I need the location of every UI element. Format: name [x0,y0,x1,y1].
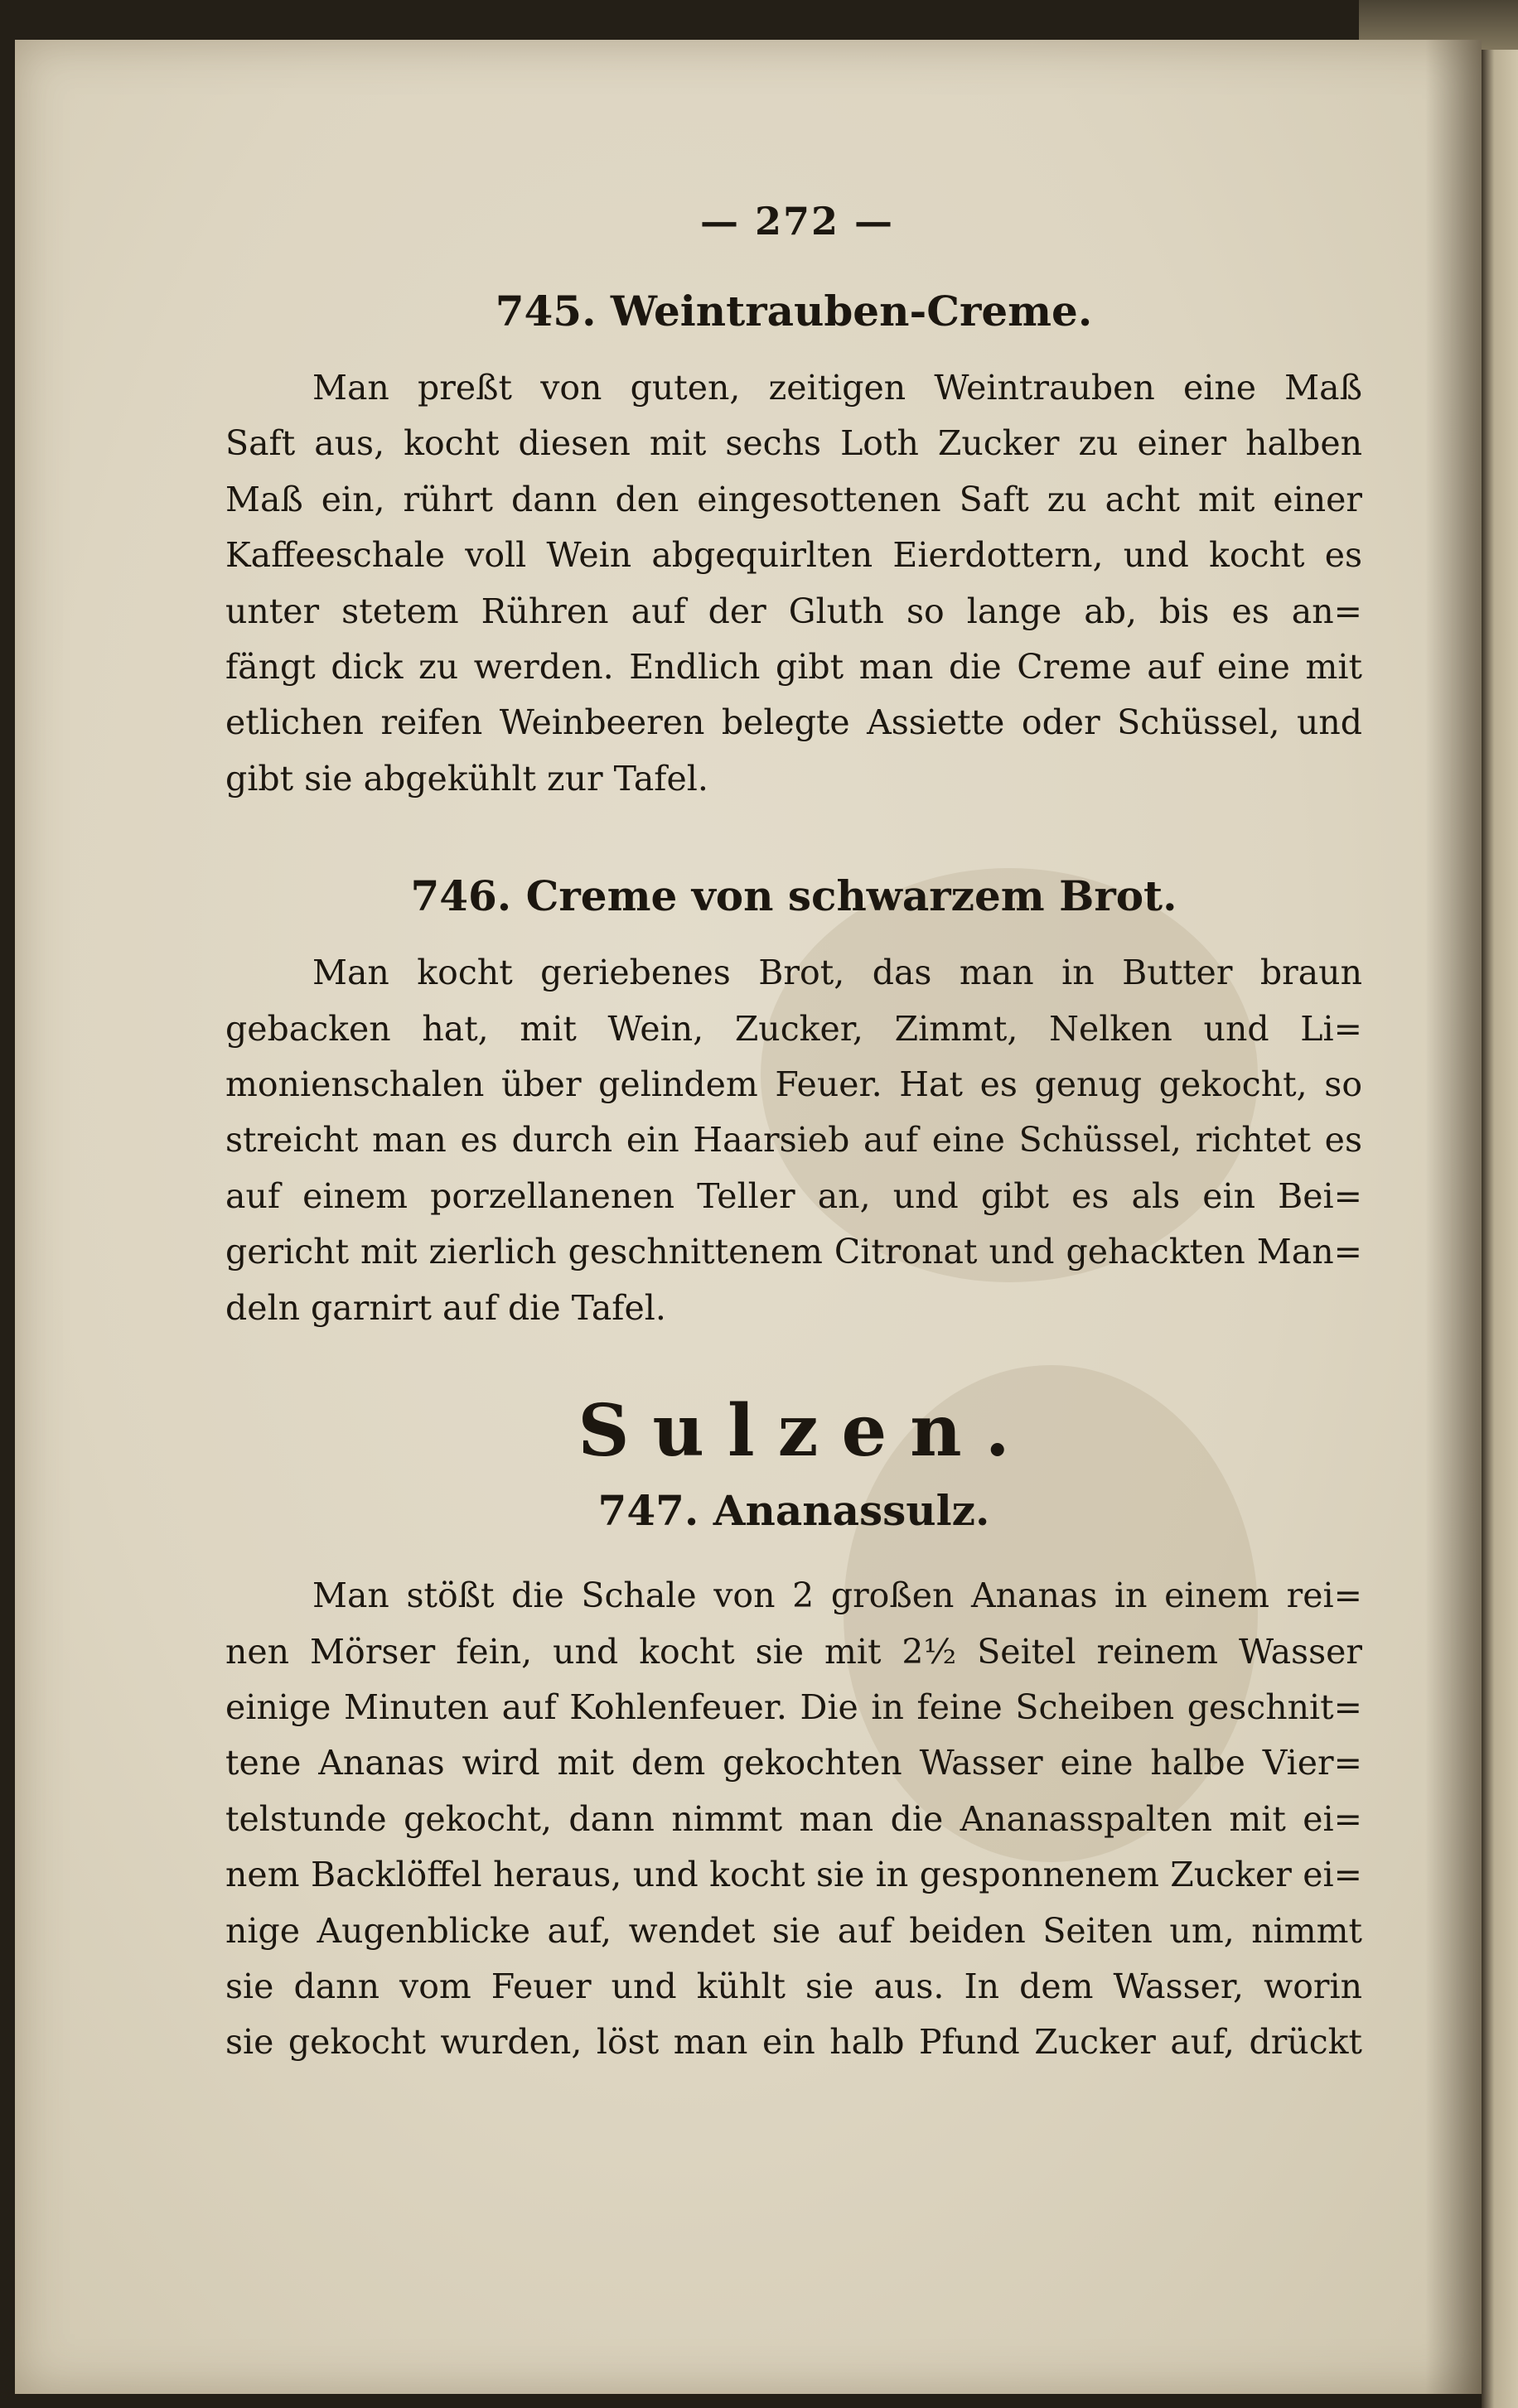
text-line: tene Ananas wird mit dem gekochten Wasser eine halbe Vier= [225,1743,1362,1783]
text-line: nen Mörser fein, und kocht sie mit 2½ Seitel reinem Wasser [225,1631,1362,1672]
text-line: unter stetem Rühren auf der Gluth so lange ab, bis es an= [225,591,1362,631]
text-line: telstunde gekocht, dann nimmt man die Ananasspalten mit ei= [225,1798,1362,1839]
text-line: Saft aus, kocht diesen mit sechs Loth Zucker zu einer halben [225,423,1362,464]
page-number: — 272 — [699,199,895,244]
text-line: sie dann vom Feuer und kühlt sie aus. In dem Wasser, worin [225,1966,1362,2006]
recipe-heading-745: 745. Weintrauben-Creme. [495,287,1093,335]
text-line: auf einem porzellanenen Teller an, und gibt es als ein Bei= [225,1175,1362,1216]
recipe-text-745 [225,360,1362,807]
text-line: streicht man es durch ein Haarsieb auf eine Schüssel, richtet es [225,1120,1362,1161]
text-line: einige Minuten auf Kohlenfeuer. Die in feine Scheiben geschnit= [225,1687,1362,1727]
next-page-edge [1482,50,1518,2408]
text-line: Man preßt von guten, zeitigen Weintrauben eine Maß [312,368,1362,408]
recipe-text-747 [225,1568,1362,2071]
page-shadow [1425,40,1482,2394]
text-line: gebacken hat, mit Wein, Zucker, Zimmt, Nelken und Li= [225,1008,1362,1049]
text-line: Maß ein, rührt dann den eingesottenen Saft zu acht mit einer [225,479,1362,519]
text-line: monienschalen über gelindem Feuer. Hat es genug gekocht, so [225,1064,1362,1105]
text-line: nige Augenblicke auf, wendet sie auf beiden Seiten um, nimmt [225,1910,1362,1951]
text-line: gibt sie abgekühlt zur Tafel. [225,758,708,799]
text-line: etlichen reifen Weinbeeren belegte Assiette oder Schüssel, und [225,702,1362,743]
text-line: fängt dick zu werden. Endlich gibt man die Creme auf eine mit [225,647,1362,688]
text-line: gericht mit zierlich geschnittenem Citronat und gehackten Man= [225,1232,1362,1272]
section-title: Sulzen. [578,1389,1033,1474]
text-line: sie gekocht wurden, löst man ein halb Pfund Zucker auf, drückt [225,2022,1362,2063]
recipe-heading-747: 747. Ananassulz. [597,1486,990,1536]
text-line: Man kocht geriebenes Brot, das man in Butter braun [312,953,1362,993]
text-line: Man stößt die Schale von 2 großen Ananas in einem rei= [312,1576,1362,1616]
text-line: nem Backlöffel heraus, und kocht sie in gesponnenem Zucker ei= [225,1855,1362,1895]
recipe-heading-746: 746. Creme von schwarzem Brot. [410,871,1177,921]
text-line: Kaffeeschale voll Wein abgequirlten Eierdottern, und kocht es [225,535,1362,576]
text-line: deln garnirt auf die Tafel. [225,1287,666,1328]
recipe-text-746 [225,945,1362,1336]
page-text [225,199,1362,2071]
